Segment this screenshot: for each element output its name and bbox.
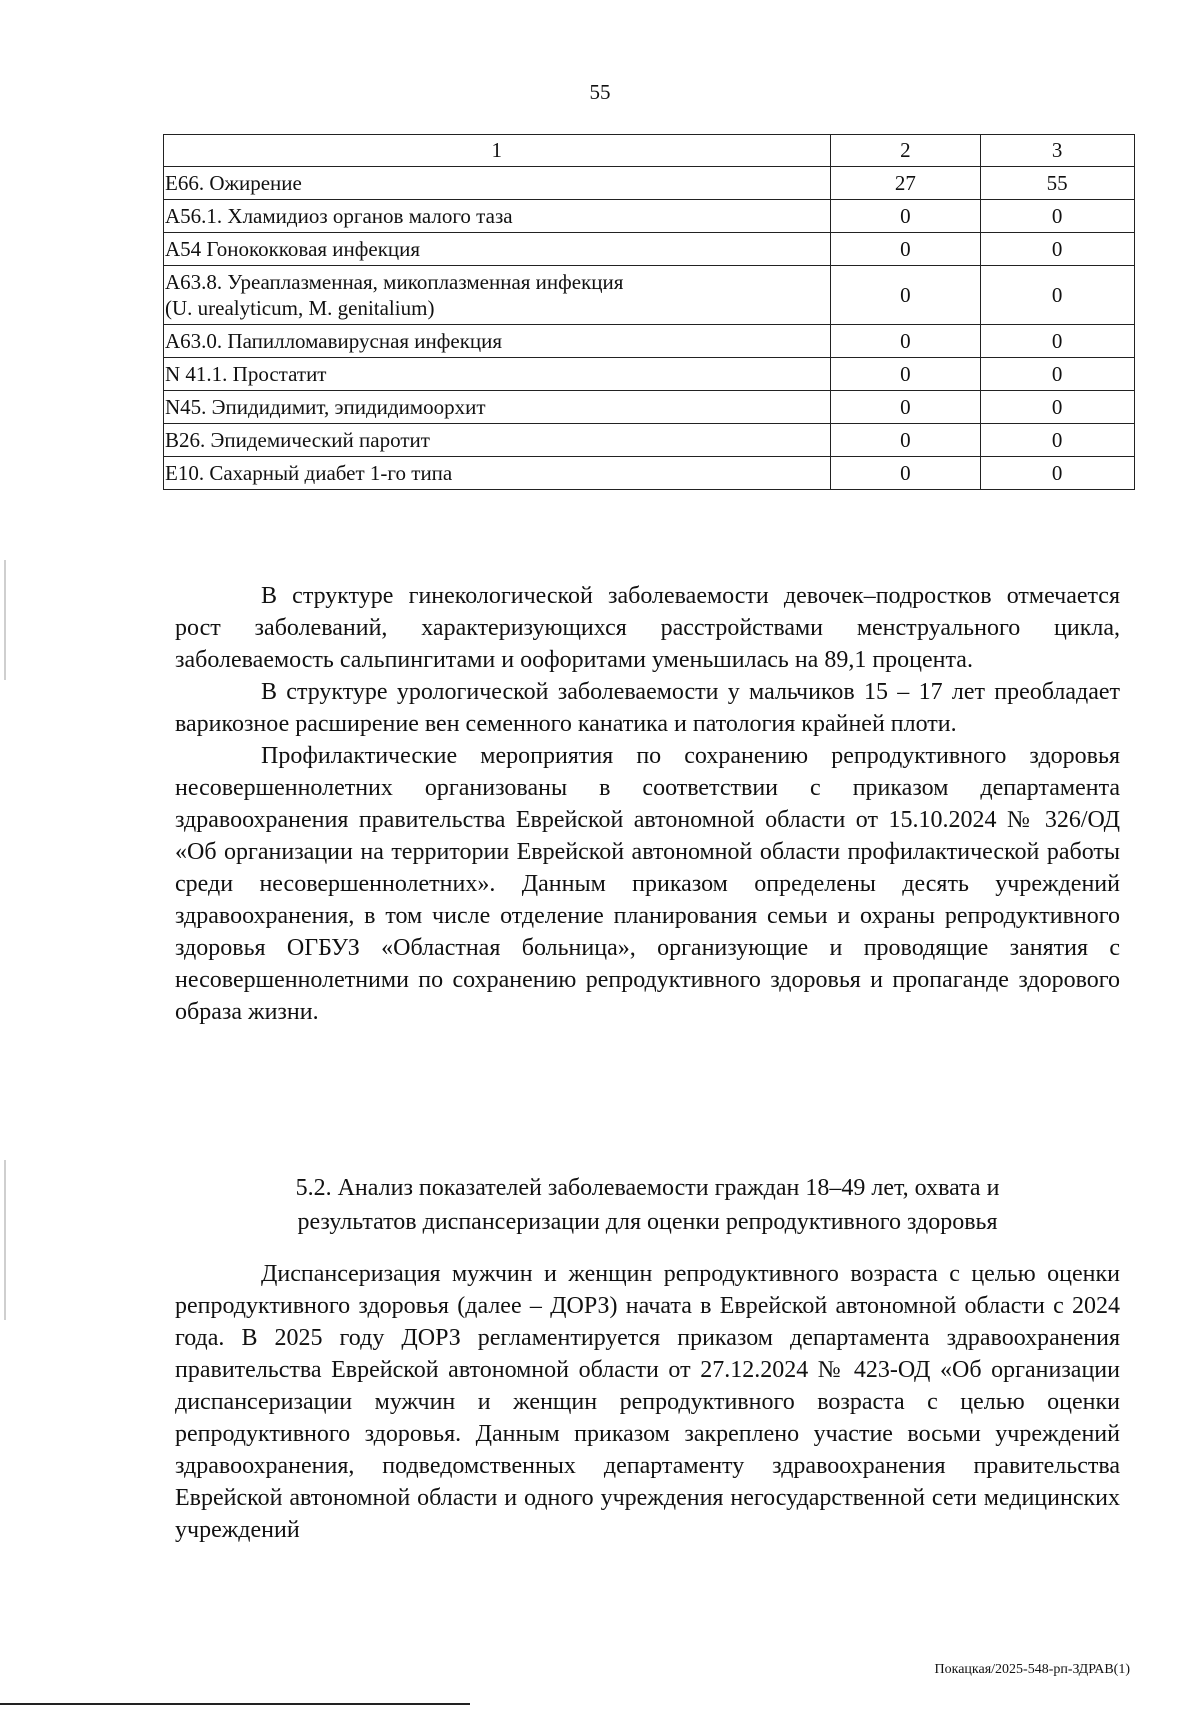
table-row [164,266,1135,325]
row-name-line-2: (U. urealyticum, M. genitalium) [165,296,435,320]
header-cell-2: 2 [831,135,981,167]
row-value-2: 0 [831,424,981,457]
scan-edge-line [0,1703,470,1705]
morbidity-table [163,134,1135,490]
table-row [164,391,1135,424]
table-row [164,457,1135,490]
paragraph-gynecology: В структуре гинекологической заболеваемости девочек–подростков отмечается рост заболеваний, характеризующихся расстройствами менструального цикла, заболеваемость сальпингитами и оофоритами уменьшилась на 89,1 процента. [175,583,1120,673]
row-value-2: 0 [831,358,981,391]
page-number: 55 [589,80,611,104]
header-cell-3: 3 [981,135,1135,167]
table-row [164,167,1135,200]
row-name-line-1: А63.8. Уреаплазменная, микоплазменная инфекция [165,270,624,294]
row-name: N 41.1. Простатит [164,358,831,391]
paragraph-dorz: Диспансеризация мужчин и женщин репродуктивного возраста с целью оценки репродуктивного здоровья (далее – ДОРЗ) начата в Еврейской автономной области с 2024 года. В 2025 году ДОРЗ регламентируется приказом департамента здравоохранения правительства Еврейской автономной области от 27.12.2024 № 423-ОД «Об организации диспансеризации мужчин и женщин репродуктивного возраста с целью оценки репродуктивного здоровья. Данным приказом закреплено участие восьми учреждений здравоохранения, подведомственных департаменту здравоохранения правительства Еврейской автономной области и одного учреждения негосударственной сети медицинских учреждений [175,1261,1120,1543]
row-value-2: 27 [831,167,981,200]
scan-artifact [4,1160,6,1320]
row-value-2: 0 [831,325,981,358]
header-cell-1: 1 [164,135,831,167]
scan-artifact [4,560,6,680]
row-name: Е66. Ожирение [164,167,831,200]
section-heading [175,1171,1120,1239]
row-name: Е10. Сахарный диабет 1-го типа [164,457,831,490]
table-row [164,424,1135,457]
section-heading-line-2: результатов диспансеризации для оценки репродуктивного здоровья [297,1209,998,1235]
table-header-row [164,135,1135,167]
paragraph-urology: В структуре урологической заболеваемости у мальчиков 15 – 17 лет преобладает варикозное расширение вен семенного канатика и патология крайней плоти. [175,679,1120,737]
table-row [164,200,1135,233]
table-row [164,358,1135,391]
row-name: В26. Эпидемический паротит [164,424,831,457]
row-name: А56.1. Хламидиоз органов малого таза [164,200,831,233]
row-name: А63.0. Папилломавирусная инфекция [164,325,831,358]
row-value-3: 0 [981,457,1135,490]
table-row [164,325,1135,358]
section-heading-line-1: 5.2. Анализ показателей заболеваемости граждан 18–49 лет, охвата и [295,1175,1000,1201]
row-value-3: 0 [981,233,1135,266]
row-value-3: 55 [981,167,1135,200]
row-value-3: 0 [981,200,1135,233]
row-value-3: 0 [981,266,1135,325]
row-name: А54 Гонококковая инфекция [164,233,831,266]
footer-reference: Покацкая/2025-548-рп-ЗДРАВ(1) [934,1662,1130,1677]
row-value-2: 0 [831,457,981,490]
row-value-3: 0 [981,424,1135,457]
row-value-3: 0 [981,391,1135,424]
row-value-3: 0 [981,325,1135,358]
row-name [164,266,831,325]
row-value-3: 0 [981,358,1135,391]
row-value-2: 0 [831,200,981,233]
body-text-block-2 [175,1258,1120,1546]
row-name: N45. Эпидидимит, эпидидимоорхит [164,391,831,424]
row-value-2: 0 [831,233,981,266]
body-text-block [175,580,1120,1028]
row-value-2: 0 [831,391,981,424]
row-value-2: 0 [831,266,981,325]
table-row [164,233,1135,266]
paragraph-prevention: Профилактические мероприятия по сохранению репродуктивного здоровья несовершеннолетних организованы в соответствии с приказом департамента здравоохранения правительства Еврейской автономной области от 15.10.2024 № 326/ОД «Об организации на территории Еврейской автономной области профилактической работы среди несовершеннолетних». Данным приказом определены десять учреждений здравоохранения, в том числе отделение планирования семьи и охраны репродуктивного здоровья ОГБУЗ «Областная больница», организующие и проводящие занятия с несовершеннолетними по сохранению репродуктивного здоровья и пропаганде здорового образа жизни. [175,743,1120,1025]
